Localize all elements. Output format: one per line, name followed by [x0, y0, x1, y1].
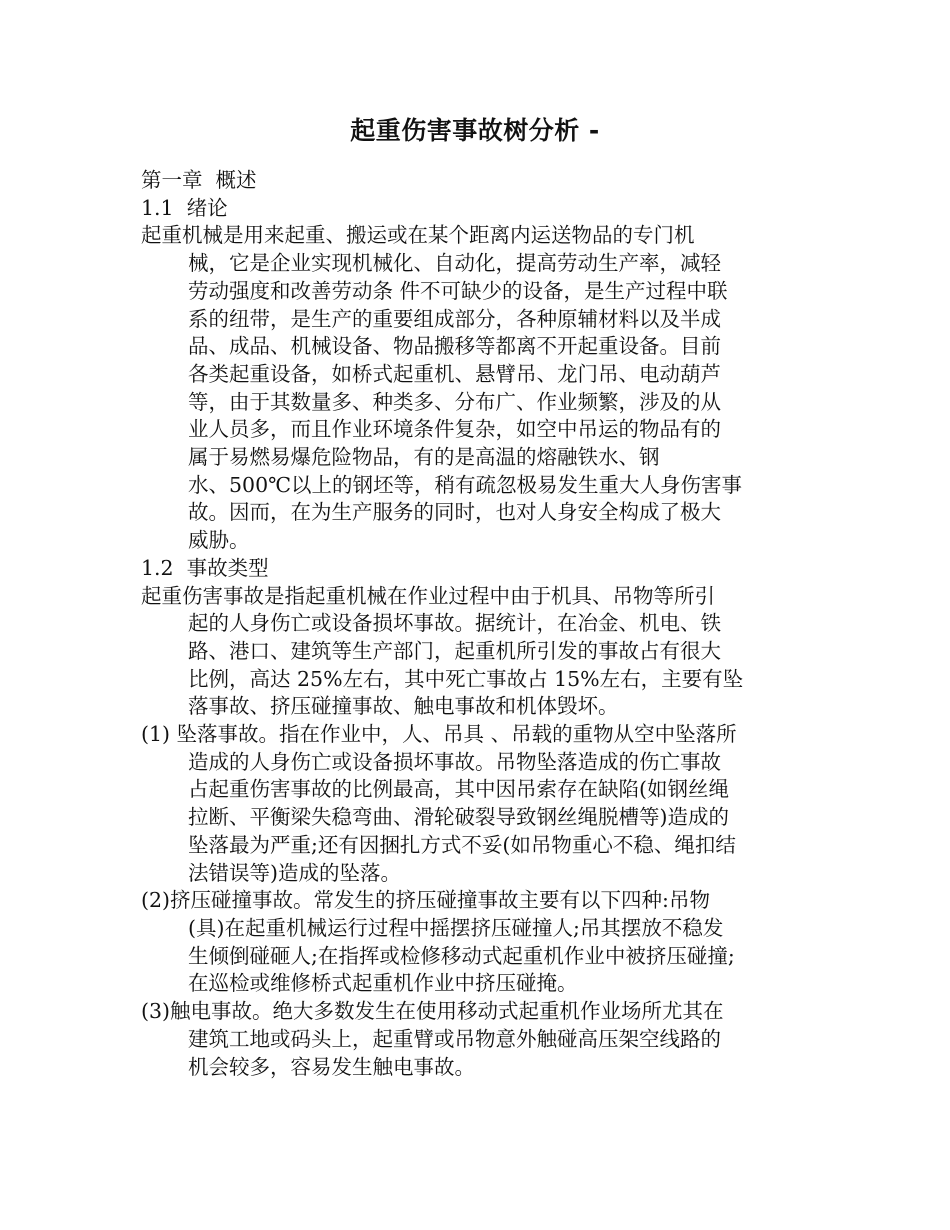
- text-line: 建筑工地或码头上，起重臂或吊物意外触碰高压架空线路的: [188, 1026, 721, 1051]
- text-line: 占起重伤害事故的比例最高，其中因吊索存在缺陷(如钢丝绳: [188, 777, 729, 802]
- text-line: 等，由于其数量多、种类多、分布广、作业频繁，涉及的从: [188, 389, 721, 414]
- text-line: 水、500℃以上的钢坯等，稍有疏忽极易发生重大人身伤害事: [188, 472, 743, 497]
- section-heading-1-1: 1.1 绪论: [141, 195, 228, 220]
- text-line: 在巡检或维修桥式起重机作业中挤压碰掩。: [188, 971, 578, 996]
- text-line: 起重伤害事故是指起重机械在作业过程中由于机具、吊物等所引: [141, 583, 715, 608]
- text-line: 起重机械是用来起重、搬运或在某个距离内运送物品的专门机: [141, 223, 695, 248]
- text-line: 品、成品、机械设备、物品搬移等都离不开起重设备。目前: [188, 334, 721, 359]
- text-line: 劳动强度和改善劳动条 件不可缺少的设备，是生产过程中联: [188, 278, 728, 303]
- section-heading-1-2: 1.2 事故类型: [141, 555, 269, 580]
- text-line: 坠落最为严重;还有因捆扎方式不妥(如吊物重心不稳、绳扣结: [188, 832, 736, 857]
- document-title: 起重伤害事故树分析 -: [350, 116, 600, 145]
- text-line: 属于易燃易爆危险物品，有的是高温的熔融铁水、钢: [188, 445, 660, 470]
- text-line: 威胁。: [188, 528, 250, 553]
- text-line: 落事故、挤压碰撞事故、触电事故和机体毁坏。: [188, 694, 619, 719]
- text-line: 起的人身伤亡或设备损坏事故。据统计，在冶金、机电、铁: [188, 611, 721, 636]
- text-line: 各类起重设备，如桥式起重机、悬臂吊、龙门吊、电动葫芦: [188, 361, 721, 386]
- text-line: 械，它是企业实现机械化、自动化，提高劳动生产率，减轻: [188, 251, 721, 276]
- text-line: (3)触电事故。绝大多数发生在使用移动式起重机作业场所尤其在: [141, 999, 724, 1024]
- text-line: 系的纽带，是生产的重要组成部分，各种原辅材料以及半成: [188, 306, 721, 331]
- document-body: [141, 167, 813, 1081]
- text-line: 拉断、平衡梁失稳弯曲、滑轮破裂导致钢丝绳脱槽等)造成的: [188, 805, 729, 830]
- text-line: 业人员多，而且作业环境条件复杂，如空中吊运的物品有的: [188, 417, 721, 442]
- text-line: 比例，高达 25%左右，其中死亡事故占 15%左右，主要有坠: [188, 666, 744, 691]
- text-line: 法错误等)造成的坠落。: [188, 860, 401, 885]
- text-line: (具)在起重机械运行过程中摇摆挤压碰撞人;吊其摆放不稳发: [188, 915, 724, 940]
- list-item-electric-shock-accident: [141, 998, 813, 1081]
- chapter-heading: 第一章 概述: [141, 168, 257, 192]
- paragraph-accident-types: [141, 583, 813, 722]
- text-line: 故。因而，在为生产服务的同时，也对人身安全构成了极大: [188, 500, 721, 525]
- list-item-falling-accident: [141, 721, 813, 887]
- list-item-crushing-accident: [141, 887, 813, 998]
- text-line: 造成的人身伤亡或设备损坏事故。吊物坠落造成的伤亡事故: [188, 749, 721, 774]
- text-line: (2)挤压碰撞事故。常发生的挤压碰撞事故主要有以下四种:吊物: [141, 888, 710, 913]
- text-line: 生倾倒碰砸人;在指挥或检修移动式起重机作业中被挤压碰撞;: [188, 943, 735, 968]
- text-line: 路、港口、建筑等生产部门，起重机所引发的事故占有很大: [188, 638, 721, 663]
- text-line: (1) 坠落事故。指在作业中，人、吊具 、吊载的重物从空中坠落所: [141, 722, 737, 747]
- paragraph-introduction: [141, 222, 813, 554]
- text-line: 机会较多，容易发生触电事故。: [188, 1054, 475, 1079]
